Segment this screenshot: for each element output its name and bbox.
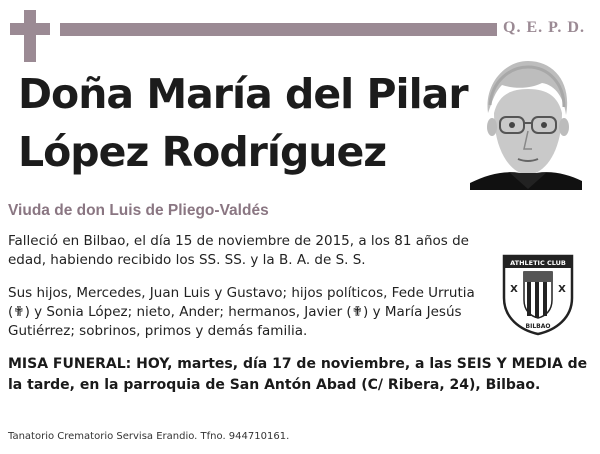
qepd-label: Q. E. P. D. (503, 19, 585, 36)
deceased-name-line2: López Rodríguez (18, 128, 387, 176)
portrait-photo (470, 55, 582, 190)
cross-icon (10, 10, 50, 62)
family-text: Sus hijos, Mercedes, Juan Luis y Gustavo; hijos políticos, Fede Urrutia (✟) y Sonia López; nieto, Ander; hermanos, Javier (✟) y María Jesús Gutiérrez; sobrinos, primos y demás familia. (8, 285, 475, 339)
death-notice-text: Falleció en Bilbao, el día 15 de noviembre de 2015, a los 81 años de edad, habiendo recibido los SS. SS. y la B. A. de S. S. (8, 233, 469, 268)
header-bar (60, 23, 497, 36)
deceased-name-line1: Doña María del Pilar (18, 70, 468, 118)
crest-bottom-text: BILBAO (525, 323, 551, 330)
athletic-club-crest-icon (500, 252, 576, 336)
funeral-mass-text: MISA FUNERAL: HOY, martes, día 17 de noviembre, a las SEIS Y MEDIA de la tarde, en la parroquia de San Antón Abad (C/ Ribera, 24), Bilbao. (8, 356, 588, 393)
widow-of-subtitle: Viuda de don Luis de Pliego-Valdés (8, 202, 269, 219)
crest-letter-right: X (558, 284, 566, 295)
crest-letter-left: X (510, 284, 518, 295)
funeral-home-footer: Tanatorio Crematorio Servisa Erandio. Tfno. 944710161. (8, 431, 290, 442)
crest-top-text: ATHLETIC CLUB (510, 259, 566, 267)
